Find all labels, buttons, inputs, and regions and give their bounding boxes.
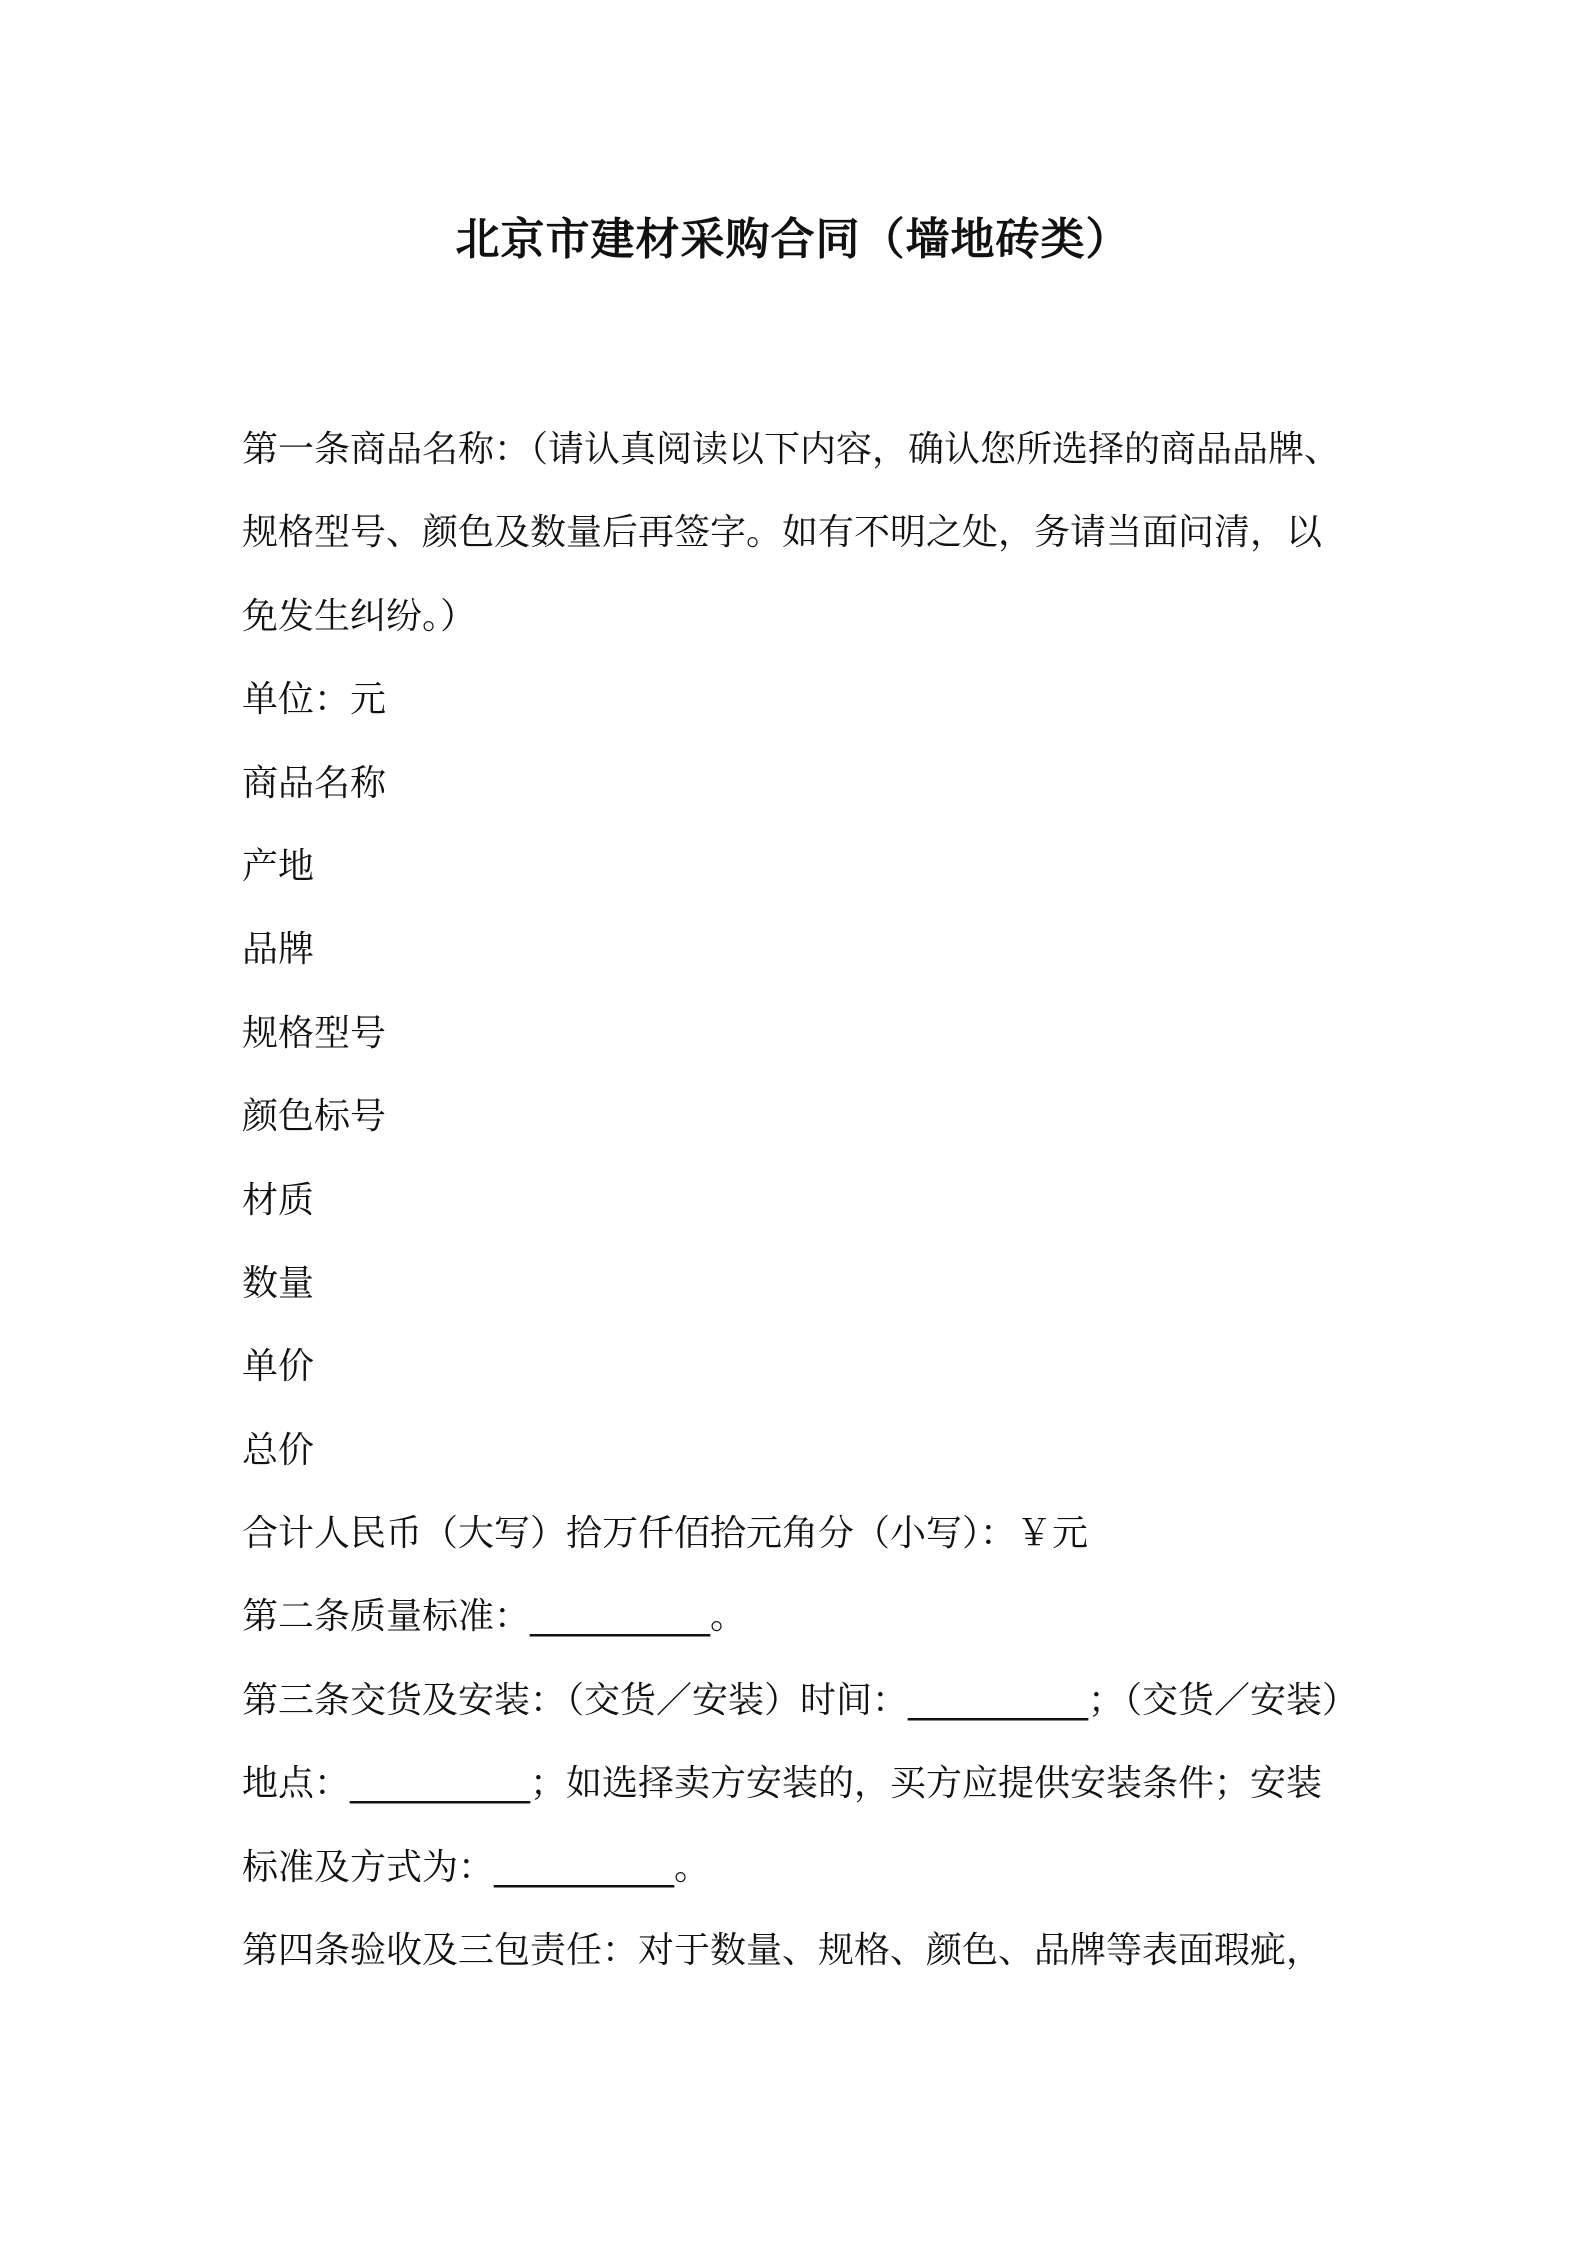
clause-4-line-1: 第四条验收及三包责任：对于数量、规格、颜色、品牌等表面瑕疵， [242,1930,1323,1972]
clause-3-line-2: 地点：__________；如选择卖方安装的，买方应提供安装条件；安装 [242,1763,1323,1805]
clause-2-quality: 第二条质量标准：__________。 [242,1596,747,1638]
total-amount-line: 合计人民币（大写）拾万仟佰拾元角分（小写）：￥元 [242,1513,1089,1555]
clause-3-line-1: 第三条交货及安装：（交货／安装）时间：__________；（交货／安装） [242,1679,1359,1721]
field-origin: 产地 [242,845,315,887]
field-quantity: 数量 [242,1262,315,1304]
clause-3-line-3: 标准及方式为：__________。 [242,1846,711,1888]
field-unit-price: 单价 [242,1346,315,1388]
field-spec-model: 规格型号 [242,1012,387,1054]
document-title: 北京市建材采购合同（墙地砖类） [455,214,1131,265]
field-color-code: 颜色标号 [242,1096,387,1138]
field-material: 材质 [242,1179,315,1221]
unit-label: 单位：元 [242,679,387,721]
clause-1-line-2: 规格型号、颜色及数量后再签字。如有不明之处，务请当面问清，以 [242,512,1323,554]
clause-1-line-3: 免发生纠纷。） [242,595,477,637]
clause-1-line-1: 第一条商品名称：（请认真阅读以下内容，确认您所选择的商品品牌、 [242,429,1341,470]
field-brand: 品牌 [242,929,315,971]
document-body [242,408,1372,1992]
field-total-price: 总价 [242,1429,315,1471]
field-product-name: 商品名称 [242,762,387,804]
